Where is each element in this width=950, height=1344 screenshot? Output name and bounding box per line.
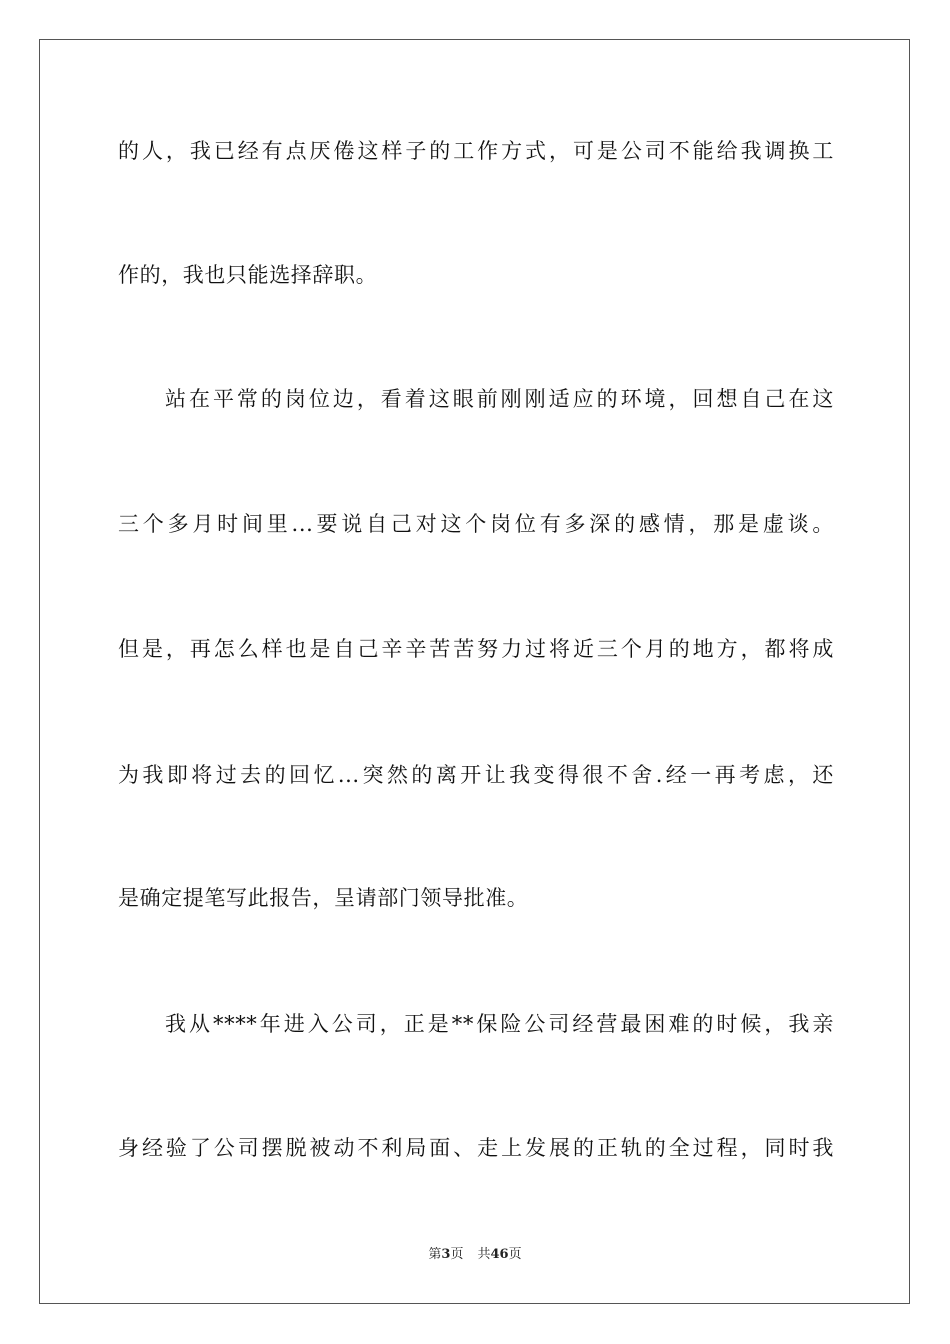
- total-pages: 46: [490, 1247, 509, 1262]
- text-line-5: 但是，再怎么样也是自己辛辛苦苦努力过将近三个月的地方，都将成: [118, 637, 834, 661]
- text-line-9: 身经验了公司摆脱被动不利局面、走上发展的正轨的全过程，同时我: [118, 1136, 834, 1160]
- page-number: 3: [441, 1247, 451, 1262]
- page-footer: [0, 1246, 950, 1264]
- text-line-4: 三个多月时间里...要说自己对这个岗位有多深的感情，那是虚谈。: [118, 512, 834, 536]
- text-line-8: 我从****年进入公司，正是**保险公司经营最困难的时候，我亲: [165, 1012, 834, 1036]
- text-line-7: 是确定提笔写此报告，呈请部门领导批准。: [118, 886, 529, 910]
- text-line-2: 作的，我也只能选择辞职。: [118, 263, 378, 287]
- text-line-1: 的人，我已经有点厌倦这样子的工作方式，可是公司不能给我调换工: [118, 139, 834, 163]
- text-line-3: 站在平常的岗位边，看着这眼前刚刚适应的环境，回想自己在这: [165, 387, 834, 411]
- page-suffix: 页: [450, 1247, 464, 1262]
- total-prefix: 共: [477, 1247, 491, 1262]
- total-suffix: 页: [508, 1247, 522, 1262]
- text-line-6: 为我即将过去的回忆...突然的离开让我变得很不舍.经一再考虑，还: [118, 763, 834, 787]
- page-prefix: 第: [428, 1247, 442, 1262]
- page-border: [39, 39, 910, 1304]
